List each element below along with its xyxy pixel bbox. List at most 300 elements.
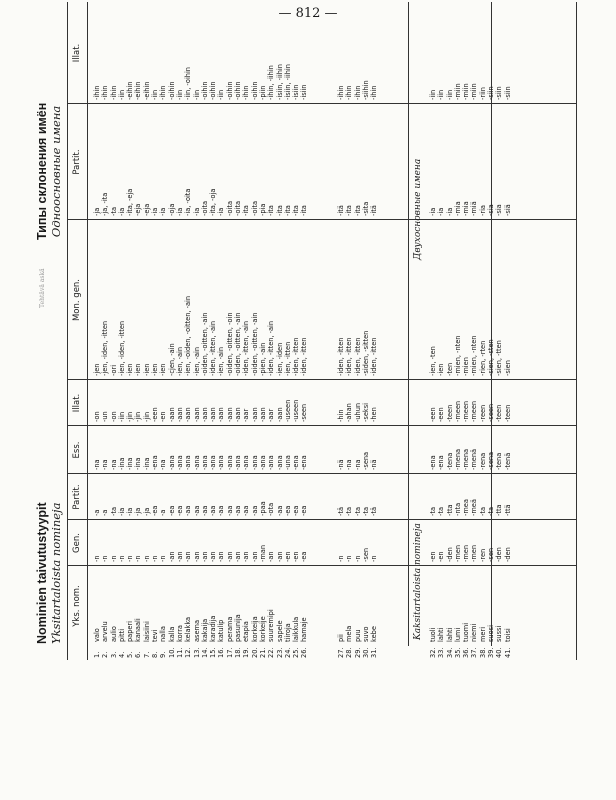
table-cell: -ana [209,455,218,470]
table-cell: -ren [478,548,487,562]
table-cell: 1. [93,651,101,658]
table-cell: -mena [453,448,462,470]
table-cell: sapele [275,620,284,642]
table-cell: -an [175,551,184,562]
table-cell: -ja [93,207,101,216]
table-cell: -isiin [292,84,301,100]
table-cell: -men [462,544,471,562]
table-cell: -aan [217,407,226,422]
table-cell: 6. [134,651,143,658]
table-cell: 5. [126,651,135,658]
table-cell: -una [283,455,292,470]
table-cell: -teen [445,404,454,422]
table-cell: pii [337,634,345,642]
table-cell: -siihin [361,80,370,100]
header-rule [87,2,88,660]
table-cell: -ien, -itten [283,341,292,376]
table-cell: -an [184,551,193,562]
declension-table-sheet [35,2,581,660]
table-cell: -een [151,407,160,422]
table-cell: -n [134,555,143,562]
table-cell: -aa [192,505,201,516]
table-cell: kalla [167,626,176,642]
table-cell: tevi [151,629,160,642]
table-cell: -oiden, -oitten, -ain [200,312,209,376]
table-cell: -an [275,551,284,562]
table-cell: 22. [267,647,276,658]
table-cell: meri [478,626,487,642]
table-cell: korkeije [258,616,267,642]
table-cell: -pien, -ain [258,342,267,376]
table-cell: perama [225,616,234,642]
table-cell: -tenä [503,452,512,470]
table-cell: -seksi [361,403,370,422]
table-cell: -rien, -rten [478,340,487,376]
table-cell: -n [101,555,110,562]
table-cell: -sen [361,547,370,562]
table-cell: -oihin [234,81,243,100]
table-cell: -den [495,547,504,562]
block2-gen-column [337,520,378,562]
table-cell: -oihin [225,81,234,100]
table-cell: -en [292,551,301,562]
table-cell: -ia [159,207,168,216]
table-cell: 2. [101,651,110,658]
table-cell: -on [93,411,101,422]
table-cell: -aa [242,505,251,516]
table-cell: -een [437,407,446,422]
table-cell: paperi [126,620,135,642]
block1-num-column [93,644,309,658]
table-cell: -meen [453,400,462,422]
table-cell: -oja [167,203,176,216]
table-cell: hamaje [300,617,309,642]
table-cell: -sien, -sten [487,339,496,376]
table-cell: -sien, -tten [495,340,504,376]
table-cell: niemi [470,623,479,642]
table-cell: -ihin [345,85,354,100]
table-cell: -n [151,555,160,562]
table-cell: -ia [175,207,184,216]
table-cell: -en [283,551,292,562]
table-cell: -iin [151,89,160,100]
table-cell: -mia [453,201,462,216]
table-cell: -aa [225,505,234,516]
table-cell: -ina [142,457,151,470]
table-cell: -eihin [142,81,151,100]
table-cell: -siden, -sitten [361,330,370,376]
table-cell: 23. [275,647,284,658]
table-cell: -n [142,555,151,562]
subtitle-russian: Одноосновные имена [49,105,63,238]
table-cell: -ta [437,506,446,516]
table-cell: 18. [234,647,243,658]
table-cell: -ihin [370,85,379,100]
table-cell: -ea [283,505,292,516]
table-cell: -oihin [209,81,218,100]
table-cell: -aan [225,407,234,422]
table-cell: -ihin [101,85,110,100]
table-cell: kakaija [200,618,209,642]
table-cell: -jen [93,363,101,376]
table-cell: 9. [159,651,168,658]
table-cell: -ien [142,363,151,376]
table-cell: -ia [151,207,160,216]
table-cell: -ja, -ita [101,192,110,216]
table-cell: -ita [267,205,276,216]
table-cell: lumi [453,627,462,642]
table-cell: -on [109,411,118,422]
table-cell: -menä [470,448,479,470]
table-cell: -useen [283,399,292,422]
table-cell: -ta [361,506,370,516]
table-cell: -aan [250,407,259,422]
header-plural-partitive: Partit. [72,149,82,175]
block1-partit-column [93,474,309,516]
table-cell: -na [109,459,118,470]
table-cell: -seen [300,403,309,422]
table-cell: -aan [275,407,284,422]
block3-illat-column [429,380,512,422]
table-cell: -ana [250,455,259,470]
table-cell: -nä [370,459,379,470]
table-cell: -aan [209,407,218,422]
table-cell: -ana [225,455,234,470]
table-cell: -ta [345,506,354,516]
table-cell: karadija [209,615,218,642]
table-cell: -ina [117,457,126,470]
header-plural-illative: Illat. [72,43,82,63]
table-cell: -ihin [353,85,362,100]
table-cell: -aan [167,407,176,422]
section-rule [408,2,409,646]
table-cell: -meä [470,499,479,516]
table-cell: -aan [184,407,193,422]
table-cell: -nä [337,459,345,470]
table-cell: -ena [429,455,437,470]
table-cell: -mien [462,357,471,376]
block1-mon_gen-column [93,220,309,376]
table-cell: -a [93,509,101,516]
table-cell: -en [429,551,437,562]
table-cell: -ana [258,455,267,470]
table-cell: -na [93,459,101,470]
table-cell: -ita, -oja [209,188,218,216]
table-cell: suuremipi [267,609,276,642]
table-cell: -sena [487,451,496,470]
table-cell: -men [453,544,462,562]
table-cell: -sena [361,451,370,470]
table-cell: -jin [134,411,143,422]
table-cell: -ia [117,207,126,216]
table-cell: -ana [267,455,276,470]
table-cell: 14. [200,647,209,658]
block2-illat2-column [337,4,378,100]
table-cell: 10. [167,647,176,658]
table-cell: -eja [142,203,151,216]
table-cell: -an [167,551,176,562]
table-cell: -aan [200,407,209,422]
table-cell: -ana [200,455,209,470]
table-cell: -sien [503,360,512,376]
block2-ess-column [337,426,378,470]
table-cell: -hen [370,407,379,422]
table-cell: 34. [445,647,454,658]
table-cell: -ina [126,457,135,470]
table-cell: -aa [209,505,218,516]
table-cell: -ihin, -iihin [267,65,276,100]
table-cell: -mia [462,201,471,216]
subtitle-finnish: Yksitartaloista nomineja [49,502,63,644]
block2-mon_gen-column [337,220,378,376]
table-cell: -aa [200,505,209,516]
table-cell: -an [192,551,201,562]
table-cell: 35. [453,647,462,658]
table-cell: -iden, -itten, -ain [267,320,276,376]
table-cell: -a [159,509,168,516]
table-cell: -ien [134,363,143,376]
table-cell: -itä [337,205,345,216]
table-cell: -a [101,509,110,516]
table-cell: -aa [184,505,193,516]
subhead-two-stem-finnish: Kaksitartaloista nomineja [413,523,423,640]
table-cell: -aar [267,408,276,422]
table-cell: -aan [258,407,267,422]
table-cell: -tena [495,452,504,470]
header-essive: Ess. [72,441,82,459]
table-cell: -mea [462,499,471,516]
table-cell: -ita [275,205,284,216]
block3-nom-column [429,566,512,642]
table-cell: -ia [429,207,437,216]
block3-ess-column [429,426,512,470]
table-cell: -aar [242,408,251,422]
table-cell: -n [93,555,101,562]
table-cell: -miin [470,83,479,100]
table-cell: puu [353,629,362,642]
table-cell: 24. [283,647,292,658]
table-cell: -ita, -eja [126,188,135,216]
table-cell: -ita [292,205,301,216]
table-cell: 32. [429,647,437,658]
table-cell: mela [345,625,354,642]
table-cell: -ea [151,505,160,516]
table-cell: -ta [353,506,362,516]
table-cell: 38. [478,647,487,658]
table-cell: -an [200,551,209,562]
table-cell: -ana [242,455,251,470]
table-cell: -iin [437,89,446,100]
table-cell: -man [258,544,267,562]
table-cell: -oihin [250,81,259,100]
table-cell: -ana [234,455,243,470]
table-cell: -oihin [200,81,209,100]
table-cell: -n [109,555,118,562]
block1-gen-column [93,520,309,562]
table-cell: -an [242,551,251,562]
table-cell: -ea [300,551,309,562]
table-cell: -ita [353,205,362,216]
table-cell: -oiden, -oitten, -ain [250,312,259,376]
table-cell: 17. [225,647,234,658]
table-cell: -tä [370,506,379,516]
table-cell: -na [101,459,110,470]
table-cell: -iden, -itten [300,337,309,376]
table-cell: -iden, -itten [370,337,379,376]
table-cell: -isiin, -iihin [275,64,284,100]
table-cell: -ja [142,507,151,516]
table-cell: -ita [345,205,354,216]
table-cell: -ien [159,363,168,376]
page-number: — 812 — [278,6,338,21]
table-cell: -an [209,551,218,562]
table-cell: suosi [487,625,496,642]
block1-illat2-column [93,4,309,100]
table-cell: asema [192,620,201,642]
table-cell: -ien [437,363,446,376]
table-cell: tiiroja [283,623,292,642]
table-cell: -teen [495,404,504,422]
table-cell: -aan [192,407,201,422]
table-cell: -mien, -nten [470,335,479,376]
table-cell: -an [217,551,226,562]
table-cell: -ana [175,455,184,470]
table-cell: kebe [370,626,379,642]
table-cell: -mien, -nten [453,335,462,376]
table-cell: 39. [487,647,496,658]
table-cell: 20. [250,647,259,658]
table-bottom-rule [576,2,577,660]
table-cell: -eja [134,203,143,216]
table-cell: -eihin [134,81,143,100]
block1-nom-column [93,566,309,642]
table-cell: -ana [217,455,226,470]
table-cell: -ea [175,505,184,516]
table-cell: -ien [126,363,135,376]
table-cell: -ana [167,455,176,470]
table-cell: 21. [258,647,267,658]
table-cell: 29. [353,647,362,658]
table-cell: -iden, -itten [337,337,345,376]
table-cell: tuoli [429,627,437,642]
header-illative: Illat. [72,393,82,413]
table-cell: 19. [242,647,251,658]
table-cell: -ena [300,455,309,470]
table-cell: -rena [478,452,487,470]
table-cell: -miin [462,83,471,100]
table-cell: 27. [337,647,345,658]
table-cell: -eihin [126,81,135,100]
table-cell: -na [159,459,168,470]
header-nominative: Yks. nom. [72,585,82,627]
table-cell: -aa [275,505,284,516]
table-cell: -itä [370,205,379,216]
table-cell: -aa [234,505,243,516]
table-cell: -un [101,411,110,422]
table-cell: 8. [151,651,160,658]
table-cell: -ia [217,207,226,216]
table-cell: -ita [300,205,309,216]
block2-illat-column [337,380,378,422]
table-cell: 3. [109,651,118,658]
table-cell: -isiin, -iihin [283,64,292,100]
table-cell: -oiden, -oitten, -oin [225,312,234,376]
table-cell: -en [159,411,168,422]
table-cell: -n [370,555,379,562]
table-cell: toisi [503,628,512,642]
table-cell: -ia [192,207,201,216]
table-cell: -aan [234,407,243,422]
table-cell: -en [437,551,446,562]
table-cell: -iin [117,89,126,100]
table-cell: -ien [151,363,160,376]
table-cell: -mena [462,448,471,470]
table-cell: -pia [258,203,267,216]
table-cell: -hin [337,409,345,422]
table-cell: -ea [167,505,176,516]
table-cell: -riin [478,87,487,100]
table-cell: laikkula [292,616,301,642]
table-cell: -ana [192,455,201,470]
table-cell: -tena [445,452,454,470]
header-partitive: Partit. [72,484,82,510]
table-cell: -tta [495,504,504,516]
table-cell: -iin [175,89,184,100]
block3-partit-column [429,474,512,516]
table-cell: -ien, -ain [217,346,226,376]
table-cell: -iden, -itten, -ain [242,320,251,376]
table-cell: 13. [192,647,201,658]
table-cell: 28. [345,647,354,658]
table-cell: -n [117,555,126,562]
table-cell: -ia [117,507,126,516]
table-cell: -iden, -itten [353,337,362,376]
table-cell: -aa [217,505,226,516]
table-cell: -aan [175,407,184,422]
table-cell: pitti [117,628,126,642]
block3-illat2-column [429,4,512,100]
table-cell: -ta [429,506,437,516]
table-cell: -ien, -ain [175,346,184,376]
table-cell: -an [267,551,276,562]
header-plural-genitive: Mon. gen. [72,278,82,322]
table-cell: -ten [445,362,454,376]
table-cell: valo [93,628,101,642]
table-cell: -siin [487,86,496,100]
table-cell: -meen [462,400,471,422]
table-cell: -paa [258,501,267,516]
block2-nom-column [337,566,378,642]
table-cell: -ana [184,455,193,470]
table-cell: -sita [361,201,370,216]
table-cell: kanaali [134,618,143,642]
table-cell: 41. [503,647,512,658]
table-cell: -meen [470,400,479,422]
table-cell: -ea [300,505,309,516]
table-cell: lahti [437,627,446,642]
table-cell: -oita [225,201,234,216]
table-cell: -an [234,551,243,562]
block1-illat-column [93,380,309,422]
table-cell: -an [225,551,234,562]
table-cell: pasunija [234,614,243,642]
table-cell: -ita [283,205,292,216]
table-cell: 40. [495,647,504,658]
table-cell: -aa [250,505,259,516]
title-block-russian [35,103,63,240]
table-cell: -ihin [242,85,251,100]
table-cell: 33. [437,647,446,658]
